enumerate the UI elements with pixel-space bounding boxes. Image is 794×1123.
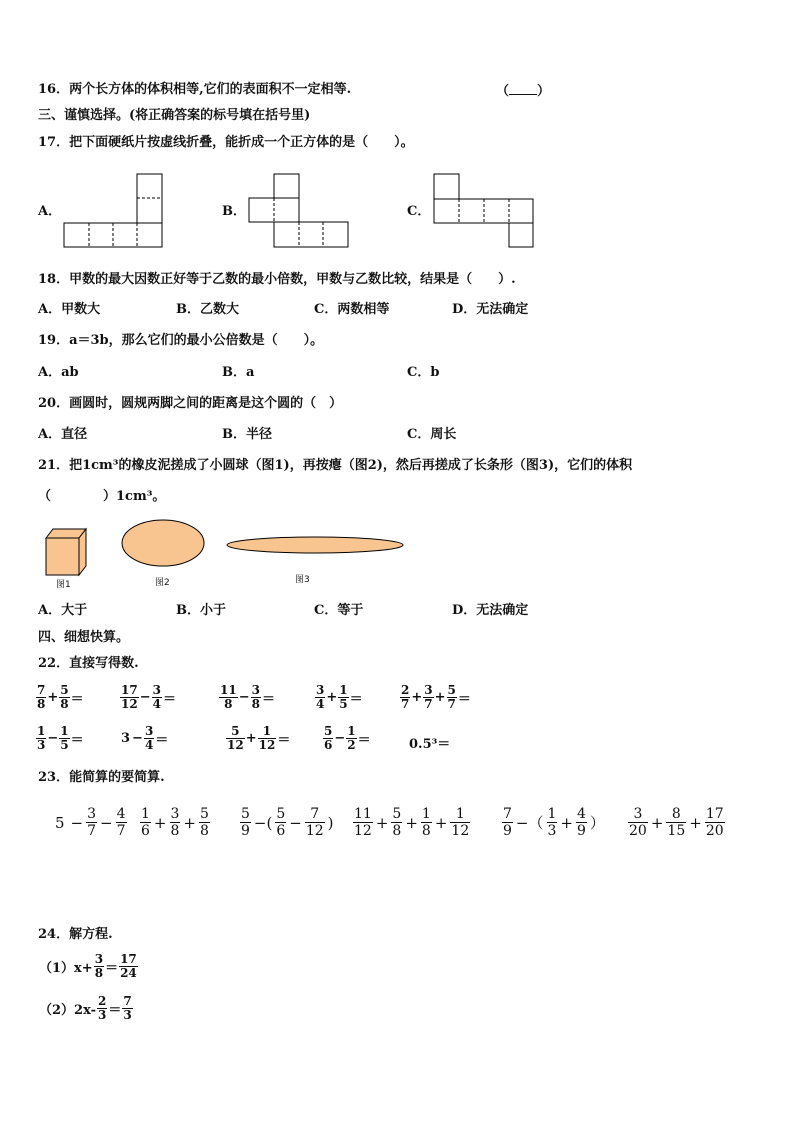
q21-option-a[interactable]: A．大于 — [38, 603, 88, 618]
q22-expr-8[interactable]: $\frac{5}{12}$ + $\frac{1}{12}$ ＝ — [227, 724, 291, 752]
cube-net-b — [249, 174, 348, 247]
q22-expr-3[interactable]: $\frac{11}{8}$ − $\frac{3}{8}$ ＝ — [220, 683, 275, 711]
q20-text: 20．画圆时，圆规两脚之间的距离是这个圆的（ ） — [38, 396, 343, 411]
bracket-right: ） — [537, 84, 551, 99]
clay-shapes — [0, 510, 794, 590]
q22-expr-10[interactable]: 0.5³＝ — [409, 737, 451, 752]
q22-expr-5[interactable]: $\frac{2}{7}$ + $\frac{3}{7}$ + $\frac{5}{7}$ ＝ — [401, 683, 471, 711]
q23-expr-6[interactable]: $\frac{3}{20}$ + $\frac{8}{15}$ + $\frac{17}{20}$ — [629, 806, 724, 839]
figure-1-caption: 图1 — [56, 580, 71, 590]
q22-expr-7[interactable]: 3 − $\frac{3}{4}$ ＝ — [121, 724, 169, 752]
q21-text: 21．把1cm³的橡皮泥搓成了小圆球（图1)，再按瘪（图2)，然后再搓成了长条形（图3)，它们的体积 — [38, 458, 633, 473]
section-4-heading: 四、细想快算。 — [38, 630, 130, 645]
q22-text: 22．直接写得数. — [38, 656, 139, 671]
q19-option-b[interactable]: B．a — [222, 365, 255, 380]
flattened-ball-figure — [122, 520, 204, 566]
q19-option-c[interactable]: C．b — [407, 365, 440, 380]
q22-expr-1[interactable]: $\frac{7}{8}$ + $\frac{5}{8}$ ＝ — [37, 683, 84, 711]
q22-expr-2[interactable]: $\frac{17}{12}$ − $\frac{3}{4}$ ＝ — [121, 683, 176, 711]
q22-expr-9[interactable]: $\frac{5}{6}$ − $\frac{1}{2}$ ＝ — [324, 724, 371, 752]
long-strip-figure — [227, 537, 403, 553]
section-3-heading: 三、谨慎选择。(将正确答案的标号填在括号里) — [38, 108, 311, 123]
q22-expr-6[interactable]: $\frac{1}{3}$ − $\frac{1}{5}$ ＝ — [37, 724, 84, 752]
q20-option-b[interactable]: B．半径 — [222, 427, 272, 442]
q18-text: 18．甲数的最大因数正好等于乙数的最小倍数，甲数与乙数比较，结果是（ ）. — [38, 272, 516, 287]
q23-expr-3[interactable]: $\frac{5}{9}$ −( $\frac{5}{6}$ − $\frac{7}{12}$ ) — [241, 806, 334, 839]
q23-text: 23．能简算的要简算. — [38, 770, 165, 785]
q20-option-c[interactable]: C．周长 — [407, 427, 457, 442]
q16-text: 16．两个长方体的体积相等,它们的表面积不一定相等. — [38, 82, 352, 97]
q23-expr-1[interactable]: 5 − $\frac{3}{7}$ − $\frac{4}{7}$ — [55, 806, 126, 839]
q23-expr-5[interactable]: $\frac{7}{9}$ −（ $\frac{1}{3}$ + $\frac{4}{9}$ ） — [503, 806, 605, 839]
cube-net-a — [64, 174, 162, 247]
cube-net-c — [434, 174, 533, 247]
q18-option-c[interactable]: C．两数相等 — [314, 302, 390, 317]
q22-expr-4[interactable]: $\frac{3}{4}$ + $\frac{1}{5}$ ＝ — [316, 683, 363, 711]
q23-expr-4[interactable]: $\frac{11}{12}$ + $\frac{5}{8}$ + $\frac{1}{8}$ + $\frac{1}{12}$ — [354, 806, 470, 839]
q24-equation-1[interactable]: （1）x+ $\frac{3}{8}$ ＝ $\frac{17}{24}$ — [39, 952, 137, 980]
q17-option-c-label[interactable]: C． — [407, 204, 431, 219]
q18-option-b[interactable]: B．乙数大 — [176, 302, 239, 317]
q17-text: 17．把下面硬纸片按虚线折叠，能折成一个正方体的是（ ）。 — [38, 135, 414, 150]
cube-net-figures — [0, 0, 794, 270]
q21-option-d[interactable]: D．无法确定 — [452, 603, 529, 618]
q21-option-c[interactable]: C．等于 — [314, 603, 364, 618]
q24-equation-2[interactable]: （2）2x- $\frac{2}{3}$ ＝ $\frac{7}{3}$ — [39, 994, 132, 1022]
q18-option-a[interactable]: A．甲数大 — [38, 302, 101, 317]
cube-figure — [46, 529, 86, 575]
q21-option-b[interactable]: B．小于 — [176, 603, 226, 618]
bracket-left: （ — [496, 84, 510, 99]
q19-option-a[interactable]: A．ab — [38, 365, 79, 380]
q21-answer-line[interactable]: （ ）1cm³。 — [38, 489, 166, 504]
q18-option-d[interactable]: D．无法确定 — [452, 302, 529, 317]
figure-2-caption: 图2 — [155, 578, 170, 588]
q23-expr-2[interactable]: $\frac{1}{6}$ + $\frac{3}{8}$ + $\frac{5}{8}$ — [141, 806, 209, 839]
q20-option-a[interactable]: A．直径 — [38, 427, 88, 442]
q17-option-a-label[interactable]: A． — [38, 204, 62, 219]
figure-3-caption: 图3 — [295, 575, 310, 585]
q17-option-b-label[interactable]: B． — [222, 204, 246, 219]
q24-text: 24．解方程. — [38, 927, 113, 942]
q19-text: 19．a＝3b，那么它们的最小公倍数是（ ）。 — [38, 333, 324, 348]
